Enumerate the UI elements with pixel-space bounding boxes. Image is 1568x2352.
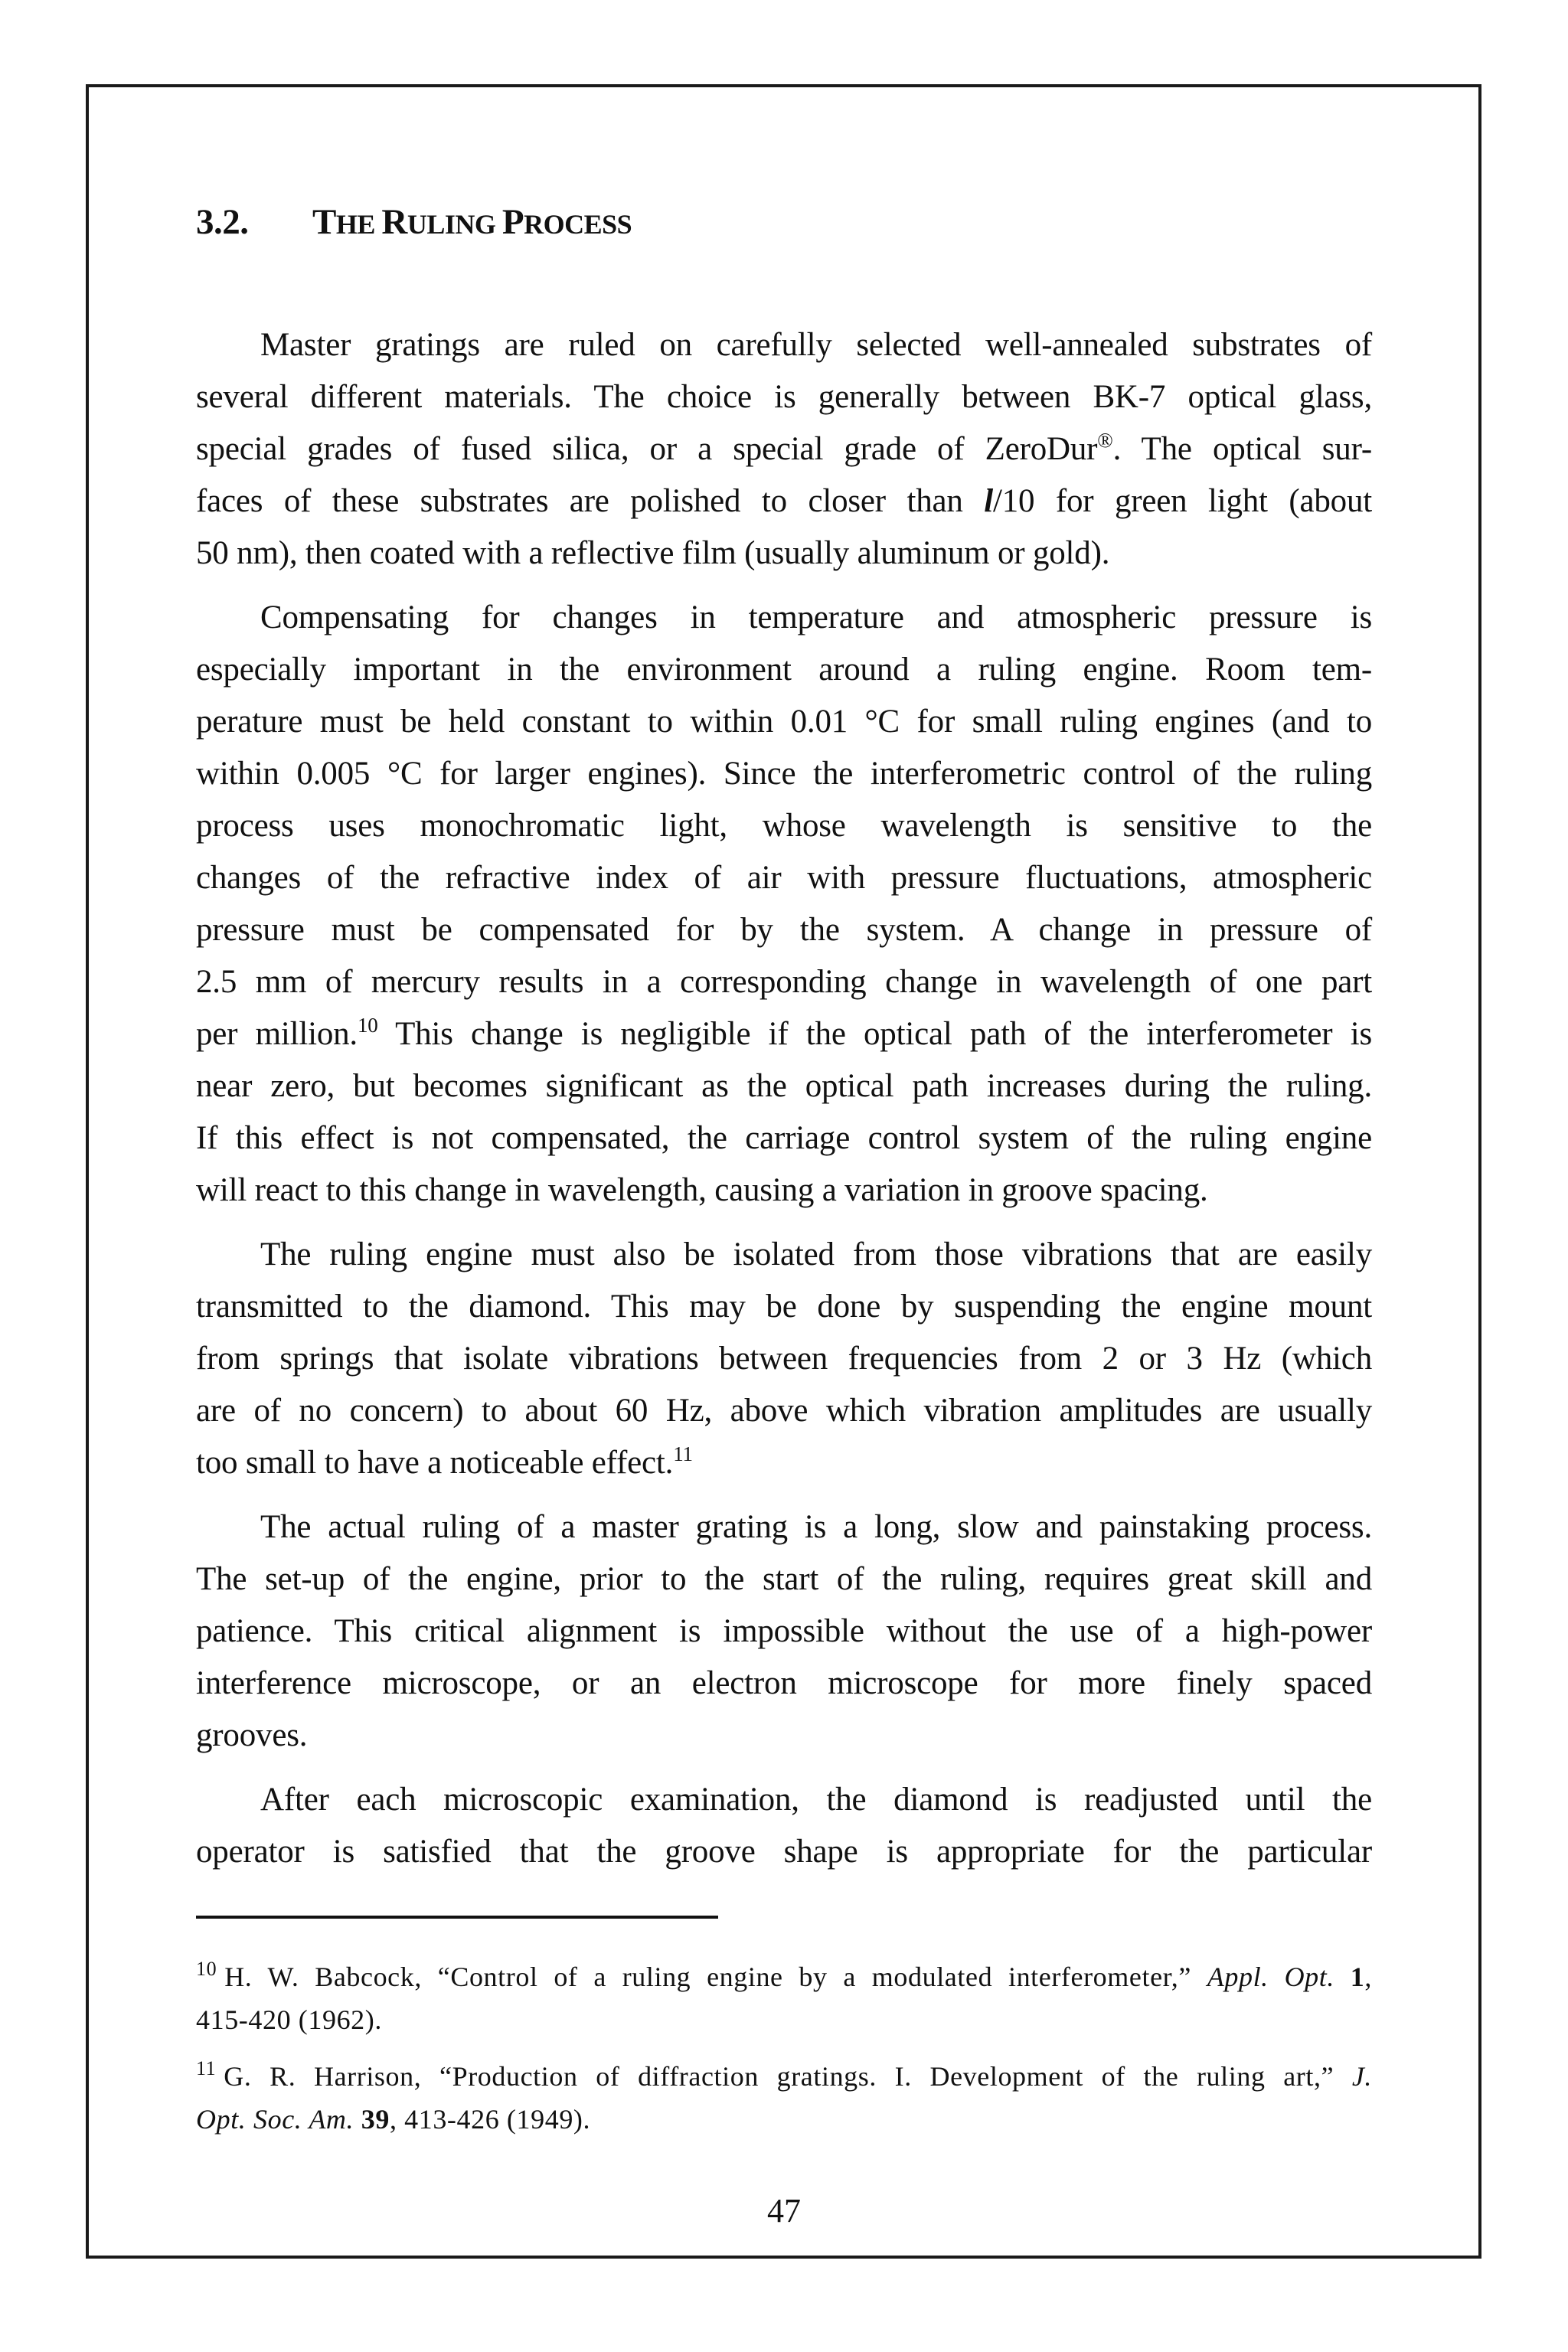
section-heading xyxy=(196,191,1372,255)
line-text: faces of these substrates are polished to closer than xyxy=(196,483,985,519)
footnote-text: G. R. Harrison, “Production of diffraction gratings. I. Development of the ruling art,” xyxy=(224,2061,1352,2092)
superscript: 11 xyxy=(673,1442,693,1465)
line-text: per million. xyxy=(196,1016,358,1052)
text-line: After each microscopic examination, the diamond is readjusted until the xyxy=(260,1782,1372,1818)
text-line: pressure must be compensated for by the system. A change in pressure of xyxy=(196,912,1372,948)
text-line: transmitted to the diamond. This may be done by suspending the engine mount xyxy=(196,1289,1372,1325)
text-line: interference microscope, or an electron microscope for more finely spaced xyxy=(196,1665,1372,1701)
section-title-part: ULING xyxy=(407,209,502,240)
text-line xyxy=(196,423,1372,475)
line-text: This change is negligible if the optical path of the interferometer is xyxy=(377,1016,1372,1052)
text-line: patience. This critical alignment is impossible without the use of a high-power xyxy=(196,1613,1372,1649)
text-line: grooves. xyxy=(196,1717,308,1753)
line-text: too small to have a noticeable effect. xyxy=(196,1445,674,1481)
text-line: perature must be held constant to within 0.01 °C for small ruling engines (and to xyxy=(196,704,1372,740)
text-line xyxy=(196,475,1372,528)
footnote-text: H. W. Babcock, “Control of a ruling engine by a modulated interferometer,” xyxy=(224,1962,1207,1992)
section-title-part: HE xyxy=(335,209,382,240)
section-title-part: ROCESS xyxy=(524,209,632,240)
line-text: . The optical sur- xyxy=(1112,431,1372,467)
superscript: 10 xyxy=(357,1014,378,1037)
footnote-text: Appl. Opt. xyxy=(1207,1962,1334,1992)
section-title-part: P xyxy=(501,202,524,242)
paragraph xyxy=(196,319,1372,580)
text-line: several different materials. The choice is generally between BK-7 optical glass, xyxy=(196,379,1372,415)
text-line xyxy=(196,1008,1372,1060)
superscript: ® xyxy=(1097,429,1113,452)
text-line: process uses monochromatic light, whose wavelength is sensitive to the xyxy=(196,808,1372,844)
footnote-text xyxy=(1334,1962,1351,1992)
section-title-part: T xyxy=(312,202,336,242)
text-line xyxy=(196,1437,1372,1489)
footnote-text: 1 xyxy=(1350,1962,1365,1992)
text-line: are of no concern) to about 60 Hz, above which vibration amplitudes are usually xyxy=(196,1393,1372,1429)
text-line: 2.5 mm of mercury results in a corresponding change in wavelength of one part xyxy=(196,964,1372,1000)
text-line: changes of the refractive index of air with pressure fluctuations, atmospheric xyxy=(196,860,1372,896)
text-line: near zero, but becomes significant as the optical path increases during the ruling. xyxy=(196,1068,1372,1104)
footnote-text: , 413-426 (1949). xyxy=(389,2104,591,2135)
footnote-line xyxy=(196,2055,1372,2098)
lambda-symbol: l xyxy=(984,483,993,519)
text-line: operator is satisfied that the groove shape is appropriate for the particular xyxy=(196,1834,1372,1870)
line-text: /10 for green light (about xyxy=(992,483,1372,519)
section-title-part: R xyxy=(381,202,407,242)
footnote-text: 39 xyxy=(361,2104,390,2135)
footnote-text: 415-420 (1962). xyxy=(196,2004,382,2035)
main-text xyxy=(196,191,1372,1890)
text-line: within 0.005 °C for larger engines). Since the interferometric control of the ruling xyxy=(196,756,1372,792)
text-line: Master gratings are ruled on carefully selected well-annealed substrates of xyxy=(260,327,1372,363)
body-paragraphs xyxy=(196,319,1372,1878)
text-line: especially important in the environment around a ruling engine. Room tem- xyxy=(196,652,1372,688)
footnote-number: 11 xyxy=(196,2057,217,2079)
text-line: If this effect is not compensated, the carriage control system of the ruling engine xyxy=(196,1120,1372,1156)
paragraph xyxy=(196,1501,1372,1762)
footnote-text: J. xyxy=(1351,2061,1372,2092)
text-line: 50 nm), then coated with a reflective film (usually aluminum or gold). xyxy=(196,535,1110,571)
section-number: 3.2. xyxy=(196,202,249,242)
footnote-line xyxy=(196,1998,1372,2041)
section-title xyxy=(312,202,632,242)
footnote-line xyxy=(196,2098,1372,2141)
text-line: will react to this change in wavelength, causing a variation in groove spacing. xyxy=(196,1172,1208,1208)
footnote-text xyxy=(354,2104,361,2135)
text-line: The set-up of the engine, prior to the start of the ruling, requires great skill and xyxy=(196,1561,1372,1597)
footnote-text: , xyxy=(1364,1962,1372,1992)
text-line: The actual ruling of a master grating is a long, slow and painstaking process. xyxy=(260,1509,1372,1545)
paragraph xyxy=(196,1229,1372,1489)
footnote xyxy=(196,1955,1372,2041)
footnote-line xyxy=(196,1955,1372,1998)
line-text: special grades of fused silica, or a special grade of ZeroDur xyxy=(196,431,1098,467)
text-line: The ruling engine must also be isolated from those vibrations that are easily xyxy=(260,1236,1372,1272)
page-number: 47 xyxy=(767,2192,801,2230)
text-line: Compensating for changes in temperature and atmospheric pressure is xyxy=(260,599,1372,635)
footnotes xyxy=(196,1955,1372,2154)
paragraph xyxy=(196,592,1372,1217)
footnote xyxy=(196,2055,1372,2141)
footnote-number: 10 xyxy=(196,1958,217,1980)
paragraph xyxy=(196,1774,1372,1878)
footnote-text: Opt. Soc. Am. xyxy=(196,2104,354,2135)
footnote-separator xyxy=(196,1916,718,1919)
text-line: from springs that isolate vibrations between frequencies from 2 or 3 Hz (which xyxy=(196,1341,1372,1377)
